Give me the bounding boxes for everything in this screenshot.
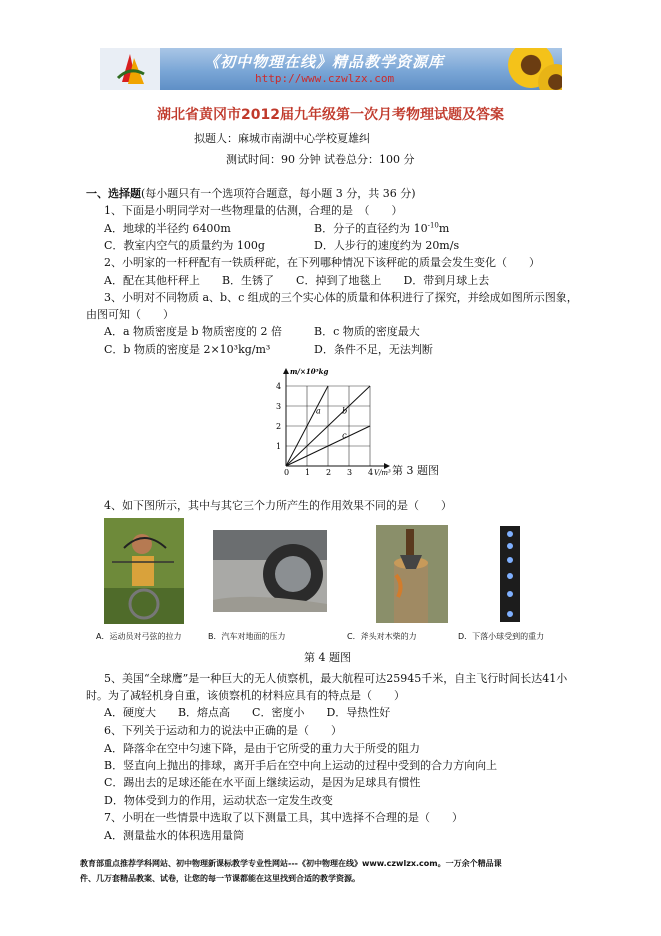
q3-option-a: A．a 物质密度是 b 物质密度的 2 倍 — [104, 325, 283, 338]
q4-stem: 4、如下图所示，其中与其它三个力所产生的作用效果不同的是（ ） — [104, 499, 452, 512]
q4-caption-a: A．运动员对弓弦的拉力 — [96, 632, 182, 641]
series-label-c: c — [342, 431, 347, 441]
y-axis-label: m/×10³kg — [290, 367, 329, 376]
q1-option-b — [314, 220, 449, 236]
x-tick-label: 1 — [305, 468, 311, 477]
series-label-b: b — [342, 406, 348, 416]
q1-option-b-text: B．分子的直径约为 10 — [314, 222, 428, 235]
q4-figure-label: 第 4 题图 — [304, 651, 351, 664]
page-title: 湖北省黄冈市2012届九年级第一次月考物理试题及答案 — [157, 107, 504, 123]
q3-option-b: B．c 物质的密度最大 — [314, 325, 420, 338]
q1-option-b-exp: -10 — [427, 221, 439, 230]
q3-stem-2: 由图可知（ ） — [86, 308, 174, 321]
time-line: 测试时间：90 分钟 试卷总分：100 分 — [226, 153, 415, 166]
y-tick-label: 3 — [276, 402, 282, 411]
q3-stem-1: 3、小明对不同物质 a、b、c 组成的三个实心体的质量和体积进行了探究，并绘成如图所示图象， — [104, 291, 578, 304]
q7-option-a: A．测量盐水的体积选用量筒 — [104, 829, 244, 842]
q1-option-b-unit: m — [438, 222, 450, 235]
q2-options: A．配在其他杆秤上 B．生锈了 C．掉到了地毯上 D．带到月球上去 — [104, 274, 490, 287]
q5-options: A．硬度大 B．熔点高 C．密度小 D．导热性好 — [104, 706, 391, 719]
q6-stem: 6、下列关于运动和力的说法中正确的是（ ） — [104, 724, 342, 737]
header-banner — [100, 48, 562, 90]
series-label-a: a — [316, 406, 321, 416]
q7-stem: 7、小明在一些情景中选取了以下测量工具，其中选择不合理的是（ ） — [104, 811, 463, 824]
q1-stem: 1、下面是小明同学对一些物理量的估测，合理的是 （ ） — [104, 204, 403, 217]
q1-option-c: C．教室内空气的质量约为 100g — [104, 239, 265, 252]
q3-option-d: D．条件不足，无法判断 — [314, 343, 433, 356]
archer-photo — [104, 518, 184, 624]
q5-stem-2: 时。为了减轻机身自重，该侦察机的材料应具有的特点是（ ） — [86, 689, 405, 702]
q4-caption-c: C．斧头对木柴的力 — [347, 632, 417, 641]
q2-stem: 2、小明家的一杆秤配有一铁质秤砣，在下列哪种情况下该秤砣的质量会发生变化（ ） — [104, 256, 540, 269]
q4-caption-b: B．汽车对地面的压力 — [208, 632, 286, 641]
q3-figure-label: 第 3 题图 — [392, 464, 439, 477]
author-line: 拟题人：麻城市南湖中心学校夏雄纠 — [194, 132, 370, 145]
chart-labels — [276, 367, 391, 477]
y-tick-label: 1 — [276, 442, 282, 451]
banner-url[interactable]: http://www.czwlzx.com — [255, 72, 395, 85]
x-tick-label: 4 — [368, 468, 374, 477]
car-tire-photo — [213, 530, 327, 612]
q6-option-d: D．物体受到力的作用，运动状态一定发生改变 — [104, 794, 333, 807]
q4-caption-d: D．下落小球受到的重力 — [458, 632, 545, 641]
banner-title: 《初中物理在线》精品教学资源库 — [204, 53, 445, 71]
q6-option-a: A．降落伞在空中匀速下降，是由于它所受的重力大于所受的阻力 — [104, 742, 420, 755]
x-tick-label: 0 — [284, 468, 290, 477]
y-axis-arrow — [283, 368, 289, 374]
x-axis-label: V/m³ — [374, 469, 391, 477]
q3-option-c: C．b 物质的密度是 2×10³kg/m³ — [104, 343, 271, 356]
y-tick-label: 2 — [276, 422, 282, 431]
axe-wood-photo — [376, 525, 448, 623]
y-tick-label: 4 — [276, 382, 282, 391]
q6-option-b: B．竖直向上抛出的排球，离开手后在空中向上运动的过程中受到的合力方向向上 — [104, 759, 498, 772]
q1-option-d: D．人步行的速度约为 20m/s — [314, 239, 460, 252]
section-title: 一、选择题 — [86, 187, 141, 200]
footer-line-1: 教育部重点推荐学科网站、初中物理新课标教学专业性网站---《初中物理在线》www.czwlzx.com。一万余个精品课 — [80, 859, 502, 868]
section-instruction: (每小题只有一个选项符合题意，每小题 3 分，共 36 分) — [141, 187, 416, 200]
footer-line-2: 件、几万套精品教案、试卷，让您的每一节课都能在这里找到合适的教学资源。 — [80, 874, 360, 883]
x-tick-label: 2 — [326, 468, 332, 477]
q5-stem-1: 5、美国“全球鹰”是一种巨大的无人侦察机，最大航程可达25945千米，自主飞行时间长达41小 — [104, 672, 568, 685]
q1-option-a: A．地球的半径约 6400m — [104, 222, 231, 235]
falling-ball-photo — [500, 526, 520, 622]
section-heading — [86, 185, 416, 201]
q6-option-c: C．踢出去的足球还能在水平面上继续运动，是因为足球具有惯性 — [104, 776, 421, 789]
logo — [100, 48, 160, 90]
density-chart — [276, 366, 396, 478]
x-tick-label: 3 — [347, 468, 353, 477]
